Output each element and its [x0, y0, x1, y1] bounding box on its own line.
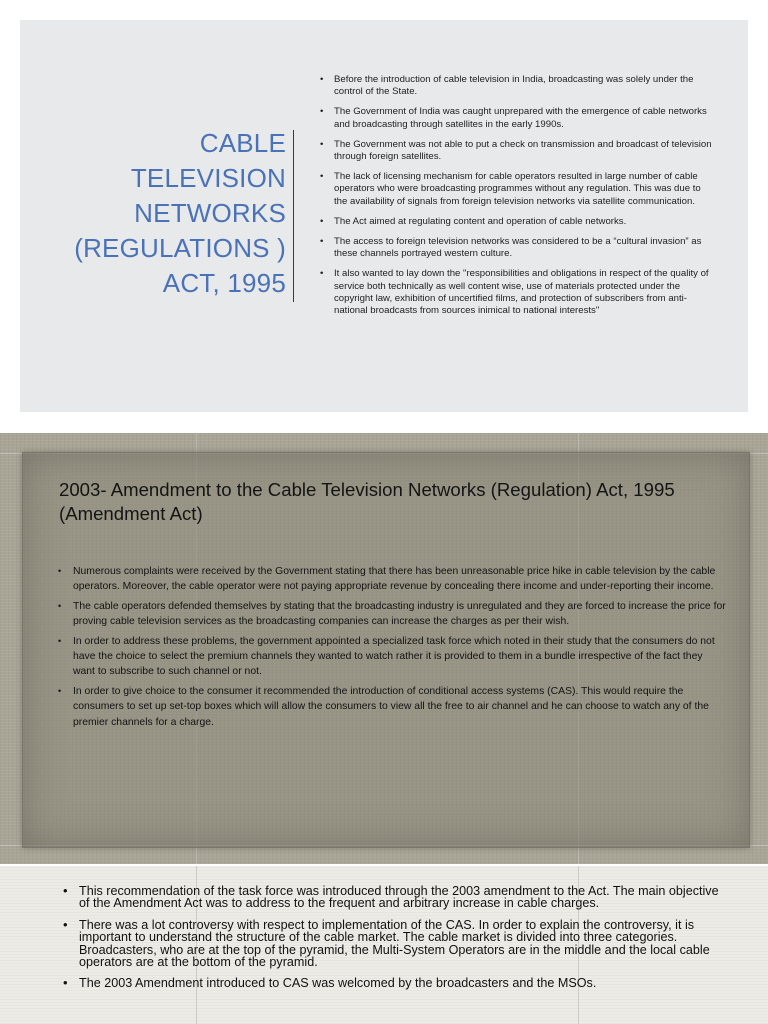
list-item: • It also wanted to lay down the "responsibilities and obligations in respect of the quality of service both technically as well content wise, use of materials protected under the copyright law, exhibition of uncertified films, and protection of subscribers from anti-national broadcasts from sources inimical to national interests" [318, 268, 716, 317]
list-item: • The 2003 Amendment introduced to CAS was welcomed by the broadcasters and the MSOs. [63, 977, 723, 989]
bullet-list [318, 74, 716, 325]
list-item: • The Government of India was caught unprepared with the emergence of cable networks and broadcasting through satellites in the early 1990s. [318, 106, 716, 130]
list-item: • The cable operators defended themselves by stating that the broadcasting industry is unregulated and they are forced to increase the price for proving cable television services as the broadcasting companies can increase the charges as per their wish. [58, 599, 726, 630]
list-item: • In order to give choice to the consumer it recommended the introduction of conditional access systems (CAS). This would require the consumers to set up set-top boxes which will allow the consumers to view all the free to air channel and he can choose to watch any of the premier channels for a charge. [58, 684, 726, 730]
list-item: • The access to foreign television networks was considered to be a “cultural invasion” as these channels portrayed western culture. [318, 236, 716, 260]
list-item: • The lack of licensing mechanism for cable operators resulted in large number of cable operators who were broadcasting programmes without any regulation. This was due to the availability of signals from foreign television networks via satellite communication. [318, 171, 716, 208]
slide-title: 2003- Amendment to the Cable Television Networks (Regulation) Act, 1995 (Amendment Act) [59, 479, 675, 524]
slide-amendment-2003 [0, 433, 768, 864]
slide-title: CABLE TELEVISION NETWORKS (REGULATIONS ) ACT, 1995 [74, 128, 286, 298]
title-divider [293, 130, 294, 302]
list-item: • This recommendation of the task force was introduced through the 2003 amendment to the Act. The main objective of the Amendment Act was to address to the frequent and arbitrary increase in cable charges. [63, 885, 723, 910]
list-item: • In order to address these problems, the government appointed a specialized task force which noted in their study that the consumers do not have the choice to select the premium channels they wanted to watch rather it is provided to them in a bundle irrespective of the fact they want to subscribe to such channel or not. [58, 634, 726, 680]
list-item: • The Government was not able to put a check on transmission and broadcast of television through foreign satellites. [318, 139, 716, 163]
bullet-list [63, 885, 723, 999]
list-item: • Before the introduction of cable television in India, broadcasting was solely under the control of the State. [318, 74, 716, 98]
slide-cas-implementation [0, 866, 768, 1024]
list-item: • There was a lot controversy with respect to implementation of the CAS. In order to explain the controversy, it is important to understand the structure of the cable market. The cable market is divided into three categories. Broadcasters, who are at the top of the pyramid, the Multi-System Operators are in the middle and the local cable operators are at the bottom of the pyramid. [63, 919, 723, 969]
slide-cable-act-1995 [20, 20, 748, 412]
list-item: • Numerous complaints were received by the Government stating that there has been unreasonable price hike in cable television by the cable operators. Moreover, the cable operator were not paying appropriate revenue by concealing there income and under-reporting their income. [58, 564, 726, 595]
list-item: • The Act aimed at regulating content and operation of cable networks. [318, 216, 716, 228]
bullet-list [58, 564, 726, 734]
